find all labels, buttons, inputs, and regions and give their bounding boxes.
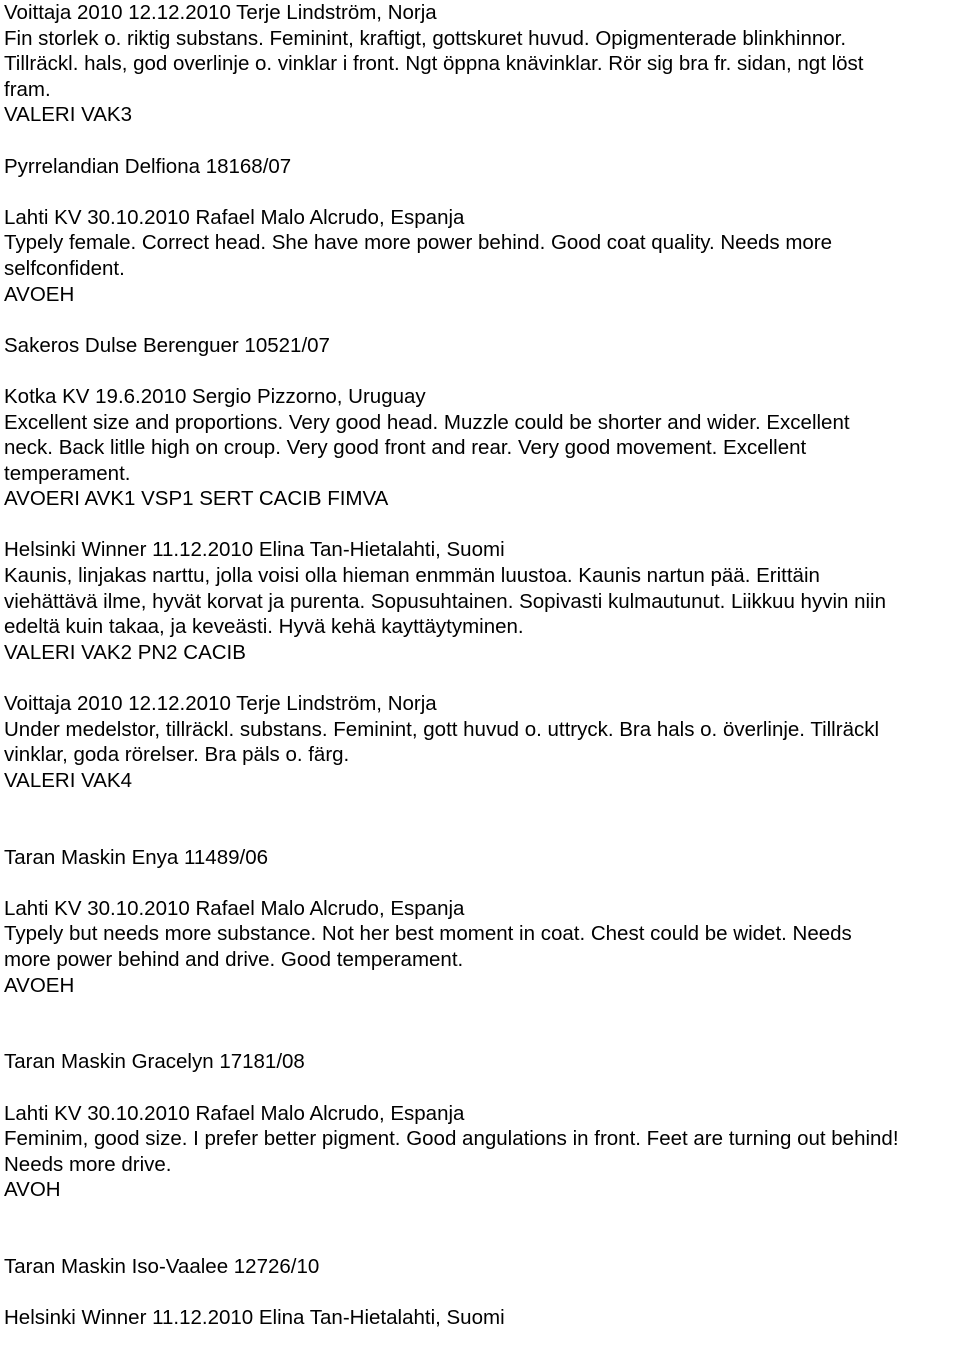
blank-line bbox=[4, 793, 960, 819]
text-line: Lahti KV 30.10.2010 Rafael Malo Alcrudo, Espanja bbox=[4, 1101, 465, 1125]
text-line: edeltä kuin takaa, ja keveästi. Hyvä kehä kayttäytyminen. bbox=[4, 615, 524, 639]
text-line: Helsinki Winner 11.12.2010 Elina Tan-Hietalahti, Suomi bbox=[4, 538, 505, 562]
blank-line bbox=[4, 1229, 960, 1255]
text-line: neck. Back litlle high on croup. Very good front and rear. Very good movement. Excellent bbox=[4, 436, 807, 460]
text-line: Fin storlek o. riktig substans. Feminint, kraftigt, gottskuret huvud. Opigmenterade blinkhinnor. bbox=[4, 26, 847, 50]
text-line: selfconfident. bbox=[4, 256, 125, 280]
text-line: Kaunis, linjakas narttu, jolla voisi olla hieman enmmän luustoa. Kaunis nartun pää. Erittäin bbox=[4, 564, 820, 588]
blank-line bbox=[4, 1280, 960, 1306]
text-line: Voittaja 2010 12.12.2010 Terje Lindström, Norja bbox=[4, 1, 437, 24]
blank-line bbox=[4, 819, 960, 845]
blank-line bbox=[4, 358, 960, 384]
text-line: Feminim, good size. I prefer better pigment. Good angulations in front. Feet are turning out behind! bbox=[4, 1127, 899, 1151]
blank-line bbox=[4, 1075, 960, 1101]
blank-line bbox=[4, 1203, 960, 1229]
text-line: Typely female. Correct head. She have more power behind. Good coat quality. Needs more bbox=[4, 231, 833, 255]
text-line: AVOEH bbox=[4, 973, 75, 997]
text-line: AVOERI AVK1 VSP1 SERT CACIB FIMVA bbox=[4, 487, 389, 511]
text-line: more power behind and drive. Good temperament. bbox=[4, 947, 464, 971]
text-line: VALERI VAK3 bbox=[4, 103, 132, 127]
text-line: Voittaja 2010 12.12.2010 Terje Lindström, Norja bbox=[4, 692, 437, 716]
text-line: Under medelstor, tillräckl. substans. Feminint, gott huvud o. uttryck. Bra hals o. överlinje. Tillräckl bbox=[4, 717, 880, 741]
blank-line bbox=[4, 998, 960, 1024]
text-line: Needs more drive. bbox=[4, 1152, 172, 1176]
blank-line bbox=[4, 307, 960, 333]
blank-line bbox=[4, 1024, 960, 1050]
text-line: VALERI VAK4 bbox=[4, 768, 132, 792]
blank-line bbox=[4, 179, 960, 205]
text-line: Lahti KV 30.10.2010 Rafael Malo Alcrudo, Espanja bbox=[4, 896, 465, 920]
text-line: temperament. bbox=[4, 461, 131, 485]
document-body bbox=[4, 0, 960, 1331]
text-line: vinklar, goda rörelser. Bra päls o. färg. bbox=[4, 743, 350, 767]
blank-line bbox=[4, 870, 960, 896]
text-line: Taran Maskin Enya 11489/06 bbox=[4, 845, 269, 869]
text-line: Tillräckl. hals, god overlinje o. vinklar i front. Ngt öppna knävinklar. Rör sig bra fr. sidan, ngt löst bbox=[4, 52, 864, 76]
blank-line bbox=[4, 128, 960, 154]
text-line: Excellent size and proportions. Very good head. Muzzle could be shorter and wider. Excellent bbox=[4, 410, 850, 434]
text-line: Pyrrelandian Delfiona 18168/07 bbox=[4, 154, 292, 178]
text-line: AVOH bbox=[4, 1178, 61, 1202]
text-line: Taran Maskin Gracelyn 17181/08 bbox=[4, 1050, 305, 1074]
blank-line bbox=[4, 665, 960, 691]
text-line: VALERI VAK2 PN2 CACIB bbox=[4, 640, 246, 664]
text-line: Taran Maskin Iso-Vaalee 12726/10 bbox=[4, 1255, 320, 1279]
text-line: AVOEH bbox=[4, 282, 75, 306]
text-line: Lahti KV 30.10.2010 Rafael Malo Alcrudo, Espanja bbox=[4, 205, 465, 229]
text-line: Sakeros Dulse Berenguer 10521/07 bbox=[4, 333, 330, 357]
text-line: Typely but needs more substance. Not her best moment in coat. Chest could be widet. Needs bbox=[4, 922, 852, 946]
text-line: Kotka KV 19.6.2010 Sergio Pizzorno, Uruguay bbox=[4, 384, 426, 408]
blank-line bbox=[4, 512, 960, 538]
text-line: fram. bbox=[4, 77, 51, 101]
text-line: Helsinki Winner 11.12.2010 Elina Tan-Hietalahti, Suomi bbox=[4, 1306, 505, 1330]
text-line: viehättävä ilme, hyvät korvat ja purenta. Sopusuhtainen. Sopivasti kulmautunut. Liikkuu hyvin niin bbox=[4, 589, 887, 613]
